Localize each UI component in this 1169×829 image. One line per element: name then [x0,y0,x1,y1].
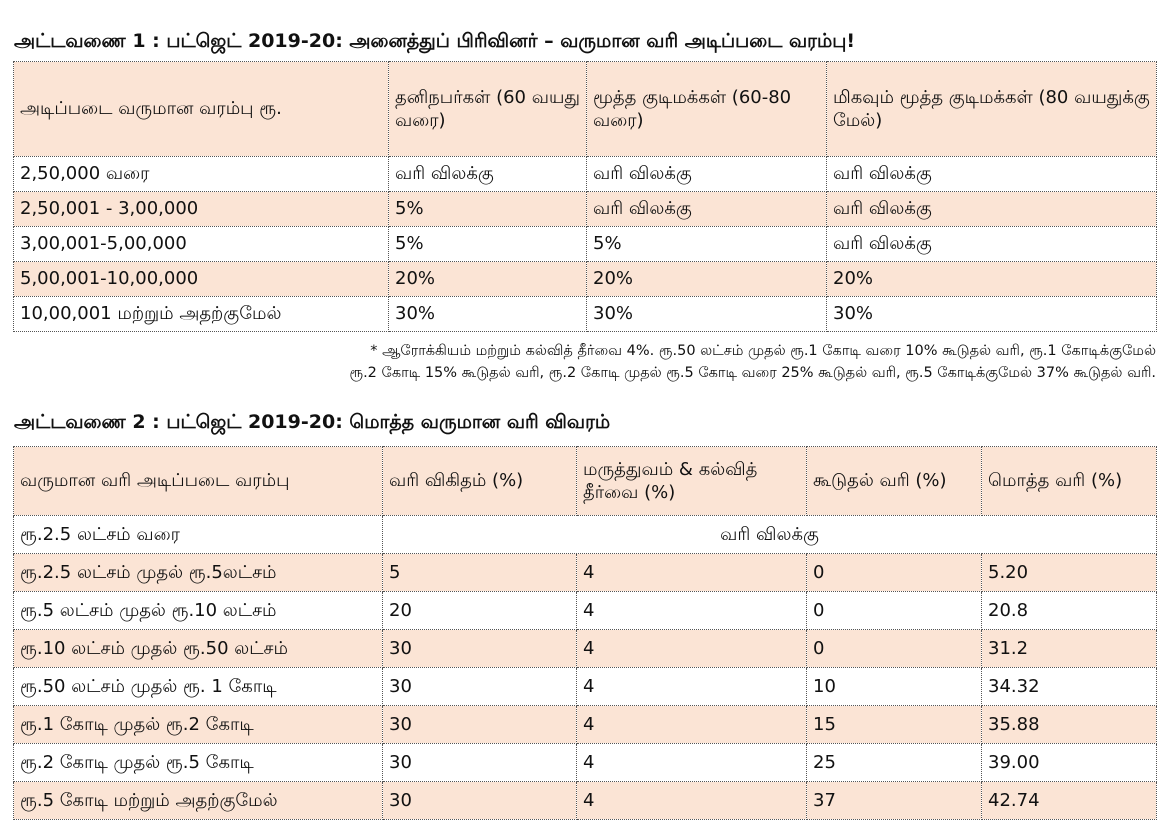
table2-title: அட்டவணை 2 : பட்ஜெட் 2019-20: மொத்த வருமான வரி விவரம் [14,411,611,433]
table-cell: 0 [807,554,982,592]
table1-title: அட்டவணை 1 : பட்ஜெட் 2019-20: அனைத்துப் பிரிவினர் – வருமான வரி அடிப்படை வரம்பு! [14,30,856,52]
table-cell: 2,50,000 வரை [14,157,389,192]
table-header-row [14,62,1157,157]
table1-footnote [349,340,1156,384]
table-cell: 4 [577,668,807,706]
table-cell: 30 [383,744,577,782]
table-header-row [14,447,1157,516]
table-cell: 39.00 [982,744,1157,782]
table-row [14,297,1157,332]
table-cell: ரூ.5 கோடி மற்றும் அதற்குமேல் [14,782,383,820]
table-cell: 37 [807,782,982,820]
table-cell: 10 [807,668,982,706]
table-cell: ரூ.2.5 லட்சம் வரை [14,516,383,554]
table-cell: 5% [389,192,587,227]
table-cell: 4 [577,706,807,744]
header-cell: அடிப்படை வருமான வரம்பு ரூ. [14,62,389,157]
table-cell: வரி விலக்கு [587,157,827,192]
table-row [14,262,1157,297]
footnote-line: ரூ.2 கோடி 15% கூடுதல் வரி, ரூ.2 கோடி முதல் ரூ.5 கோடி வரை 25% கூடுதல் வரி, ரூ.5 கோடிக்குமேல் 37% கூடுதல் வரி. [349,365,1156,381]
header-cell: கூடுதல் வரி (%) [807,447,982,516]
table-cell: 5 [383,554,577,592]
exempt-cell: வரி விலக்கு [383,516,1157,554]
table-cell: 25 [807,744,982,782]
table-row [14,782,1157,820]
table-row-exempt [14,516,1157,554]
table-row [14,592,1157,630]
table-cell: 30% [827,297,1157,332]
table-cell: 30% [389,297,587,332]
table-cell: 0 [807,630,982,668]
header-cell: மிகவும் மூத்த குடிமக்கள் (80 வயதுக்கு மேல்) [827,62,1157,157]
table-cell: ரூ.1 கோடி முதல் ரூ.2 கோடி [14,706,383,744]
table-cell: வரி விலக்கு [827,157,1157,192]
table-cell: வரி விலக்கு [389,157,587,192]
table-row [14,744,1157,782]
table-cell: 30 [383,630,577,668]
table-cell: வரி விலக்கு [587,192,827,227]
table-row [14,630,1157,668]
table-cell: 5% [389,227,587,262]
table-cell: 20% [587,262,827,297]
table-cell: 20% [827,262,1157,297]
table-cell: வரி விலக்கு [827,227,1157,262]
table-cell: 31.2 [982,630,1157,668]
table-cell: ரூ.2.5 லட்சம் முதல் ரூ.5லட்சம் [14,554,383,592]
table-cell: 15 [807,706,982,744]
table-row [14,227,1157,262]
table-cell: 5.20 [982,554,1157,592]
table-cell: 35.88 [982,706,1157,744]
table-cell: ரூ.10 லட்சம் முதல் ரூ.50 லட்சம் [14,630,383,668]
table-cell: 5% [587,227,827,262]
table-cell: 30 [383,706,577,744]
table-cell: 4 [577,782,807,820]
income-slab-table [13,61,1157,332]
table-row [14,157,1157,192]
table-cell: 30 [383,782,577,820]
table-cell: 4 [577,554,807,592]
table-row [14,192,1157,227]
table-cell: 30% [587,297,827,332]
table-cell: 20% [389,262,587,297]
table-row [14,706,1157,744]
table-cell: 20 [383,592,577,630]
table-cell: 42.74 [982,782,1157,820]
total-tax-table [13,446,1157,820]
table-cell: வரி விலக்கு [827,192,1157,227]
table-cell: 2,50,001 - 3,00,000 [14,192,389,227]
table-cell: ரூ.50 லட்சம் முதல் ரூ. 1 கோடி [14,668,383,706]
table-cell: ரூ.2 கோடி முதல் ரூ.5 கோடி [14,744,383,782]
table-cell: 4 [577,744,807,782]
header-cell: மருத்துவம் & கல்வித் தீர்வை (%) [577,447,807,516]
table-cell: 0 [807,592,982,630]
header-cell: தனிநபர்கள் (60 வயது வரை) [389,62,587,157]
table-cell: ரூ.5 லட்சம் முதல் ரூ.10 லட்சம் [14,592,383,630]
table-row [14,668,1157,706]
table-cell: 4 [577,592,807,630]
table-cell: 4 [577,630,807,668]
header-cell: மொத்த வரி (%) [982,447,1157,516]
table-cell: 30 [383,668,577,706]
footnote-line: * ஆரோக்கியம் மற்றும் கல்வித் தீர்வை 4%. ரூ.50 லட்சம் முதல் ரூ.1 கோடி வரை 10% கூடுதல் வரி, ரூ.1 கோடிக்குமேல் [370,343,1156,359]
header-cell: வருமான வரி அடிப்படை வரம்பு [14,447,383,516]
table-cell: 20.8 [982,592,1157,630]
table-cell: 34.32 [982,668,1157,706]
table-cell: 5,00,001-10,00,000 [14,262,389,297]
table-cell: 10,00,001 மற்றும் அதற்குமேல் [14,297,389,332]
header-cell: மூத்த குடிமக்கள் (60-80 வரை) [587,62,827,157]
header-cell: வரி விகிதம் (%) [383,447,577,516]
table-row [14,554,1157,592]
table-cell: 3,00,001-5,00,000 [14,227,389,262]
